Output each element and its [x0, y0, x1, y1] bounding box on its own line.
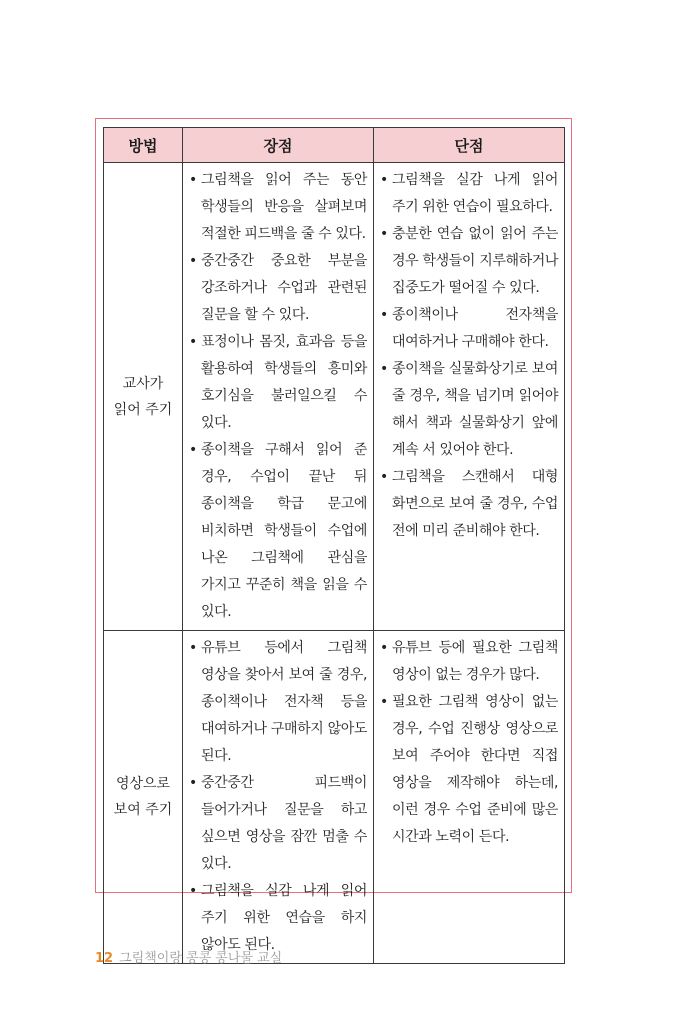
- cons-list: [380, 167, 558, 545]
- pros-list: [189, 635, 367, 959]
- list-item: • 유튜브 등에 필요한 그림책 영상이 없는 경우가 많다.: [380, 635, 558, 689]
- method-cell: [104, 163, 183, 631]
- list-item: • 그림책을 실감 나게 읽어 주기 위한 연습을 하지 않아도 된다.: [189, 878, 367, 959]
- method-label-line: 교사가: [122, 375, 164, 392]
- method-label-line: 보여 주기: [113, 802, 173, 818]
- pros-cell: [183, 163, 374, 631]
- list-item: • 그림책을 실감 나게 읽어 주기 위한 연습이 필요하다.: [380, 167, 558, 221]
- book-title: 그림책이랑 콩콩 콩나물 교실: [119, 951, 283, 966]
- table-header-row: [104, 128, 565, 163]
- list-item: • 중간중간 피드백이 들어가거나 질문을 하고 싶으면 영상을 잠깐 멈출 수 있다.: [189, 770, 367, 878]
- page-number: 12: [95, 951, 114, 966]
- list-item: • 종이책을 구해서 읽어 준 경우, 수업이 끝난 뒤 종이책을 학급 문고에 비치하면 학생들이 수업에 나온 그림책에 관심을 가지고 꾸준히 책을 읽을 수 있다.: [189, 437, 367, 626]
- header-method: 방법: [104, 128, 183, 163]
- list-item: • 필요한 그림책 영상이 없는 경우, 수업 진행상 영상으로 보여 주어야 한다면 직접 영상을 제작해야 하는데, 이런 경우 수업 준비에 많은 시간과 노력이 든다.: [380, 689, 558, 851]
- list-item: • 표정이나 몸짓, 효과음 등을 활용하여 학생들의 흥미와 호기심을 불러일으킬 수 있다.: [189, 329, 367, 437]
- table-row: [104, 163, 565, 631]
- header-cons: 단점: [374, 128, 565, 163]
- list-item: • 종이책이나 전자책을 대여하거나 구매해야 한다.: [380, 302, 558, 356]
- table-row: [104, 631, 565, 964]
- list-item: • 중간중간 중요한 부분을 강조하거나 수업과 관련된 질문을 할 수 있다.: [189, 248, 367, 329]
- list-item: • 충분한 연습 없이 읽어 주는 경우 학생들이 지루해하거나 집중도가 떨어질 수 있다.: [380, 221, 558, 302]
- cons-list: [380, 635, 558, 851]
- list-item: • 종이책을 실물화상기로 보여 줄 경우, 책을 넘기며 읽어야 해서 책과 실물화상기 앞에 계속 서 있어야 한다.: [380, 356, 558, 464]
- list-item: • 그림책을 스캔해서 대형 화면으로 보여 줄 경우, 수업 전에 미리 준비해야 한다.: [380, 464, 558, 545]
- comparison-table: [103, 127, 565, 964]
- pros-list: [189, 167, 367, 626]
- page-footer: [95, 947, 282, 966]
- method-label-line: 읽어 주기: [113, 401, 173, 418]
- list-item: • 유튜브 등에서 그림책 영상을 찾아서 보여 줄 경우, 종이책이나 전자책 등을 대여하거나 구매하지 않아도 된다.: [189, 635, 367, 770]
- method-label-line: 영상으로: [115, 776, 171, 792]
- header-pros: 장점: [183, 128, 374, 163]
- cons-cell: [374, 631, 565, 964]
- method-cell: [104, 631, 183, 964]
- pros-cell: [183, 631, 374, 964]
- list-item: • 그림책을 읽어 주는 동안 학생들의 반응을 살펴보며 적절한 피드백을 줄 수 있다.: [189, 167, 367, 248]
- cons-cell: [374, 163, 565, 631]
